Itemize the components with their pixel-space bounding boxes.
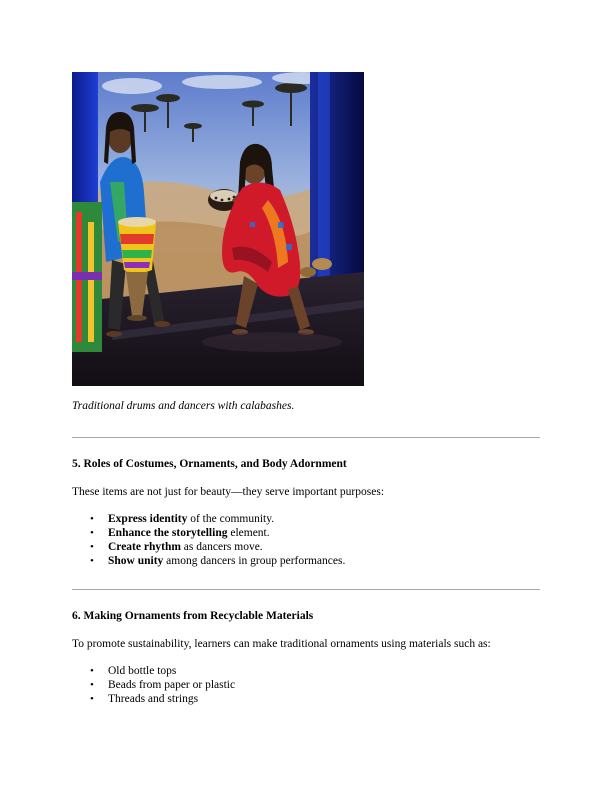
section-divider: [72, 589, 540, 590]
bullet-icon: •: [90, 679, 94, 691]
list-item-text: Threads and strings: [108, 693, 199, 705]
list-item-bold: Enhance the storytelling: [108, 527, 228, 539]
bullet-icon: •: [90, 513, 94, 525]
section-6-heading: 6. Making Ornaments from Recyclable Materials: [72, 610, 314, 622]
bullet-icon: •: [90, 541, 94, 553]
bullet-icon: •: [90, 527, 94, 539]
list-item-text: Old bottle tops: [108, 665, 177, 677]
list-item-text: element.: [227, 527, 270, 539]
list-item: [90, 664, 235, 678]
section-5-list: [90, 512, 345, 568]
list-item: [90, 692, 235, 706]
bullet-icon: •: [90, 693, 94, 705]
bullet-icon: •: [90, 665, 94, 677]
section-5-heading: 5. Roles of Costumes, Ornaments, and Body Adornment: [72, 458, 347, 470]
figure-caption: Traditional drums and dancers with calabashes.: [72, 400, 295, 412]
list-item: [90, 526, 345, 540]
list-item-text: Beads from paper or plastic: [108, 679, 236, 691]
list-item: [90, 678, 235, 692]
list-item-bold: Create rhythm: [108, 541, 181, 553]
list-item-text: as dancers move.: [180, 541, 263, 553]
section-5-intro: These items are not just for beauty—they serve important purposes:: [72, 486, 385, 498]
performance-photo-image: [72, 72, 364, 386]
list-item-text: of the community.: [187, 513, 275, 525]
list-item-text: among dancers in group performances.: [163, 555, 346, 567]
list-item: [90, 512, 345, 526]
section-6-list: [90, 664, 235, 706]
performance-photo: [72, 72, 364, 386]
section-divider: [72, 437, 540, 438]
section-6-intro: To promote sustainability, learners can make traditional ornaments using materials such as:: [72, 638, 491, 650]
list-item-bold: Show unity: [108, 555, 164, 567]
list-item: [90, 540, 345, 554]
bullet-icon: •: [90, 555, 94, 567]
list-item-bold: Express identity: [108, 513, 188, 525]
list-item: [90, 554, 345, 568]
